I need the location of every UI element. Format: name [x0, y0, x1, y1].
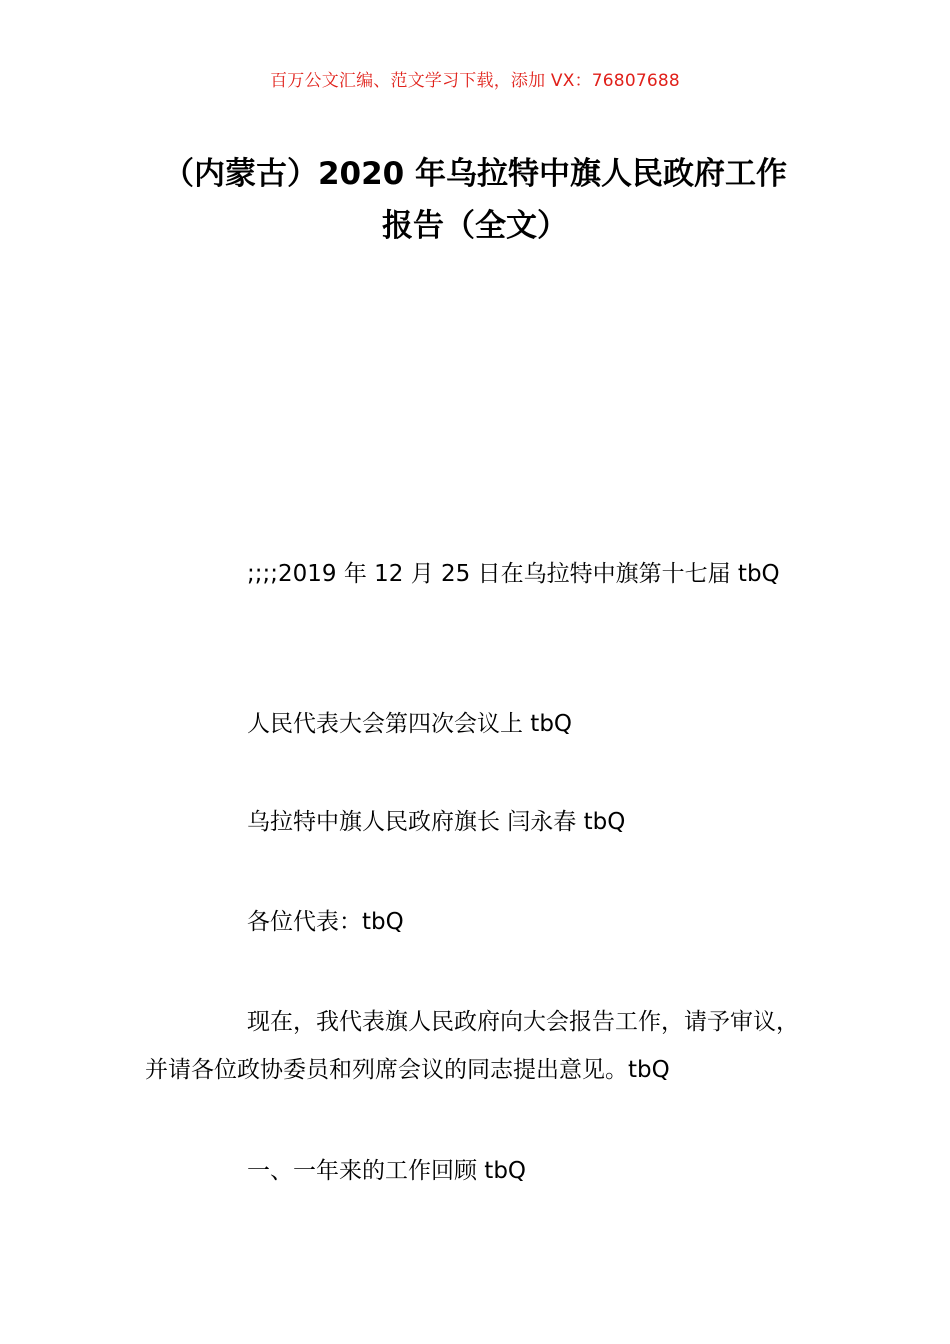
greeting-paragraph: 各位代表：tbQ	[247, 909, 404, 935]
congress-line-paragraph: 人民代表大会第四次会议上 tbQ	[247, 711, 573, 737]
header-contact-note: 百万公文汇编、范文学习下载，添加 VX：76807688	[270, 71, 680, 91]
section-heading: 一、一年来的工作回顾 tbQ	[247, 1158, 527, 1184]
document-title: （内蒙古）2020 年乌拉特中旗人民政府工作报告（全文）	[162, 156, 788, 244]
speaker-line-paragraph: 乌拉特中旗人民政府旗长 闫永春 tbQ	[247, 809, 626, 835]
date-line-paragraph: ;;;;2019 年 12 月 25 日在乌拉特中旗第十七届 tbQ	[247, 561, 780, 587]
intro-paragraph: 现在，我代表旗人民政府向大会报告工作，请予审议，并请各位政协委员和列席会议的同志提出意见。tbQ	[145, 1009, 799, 1083]
